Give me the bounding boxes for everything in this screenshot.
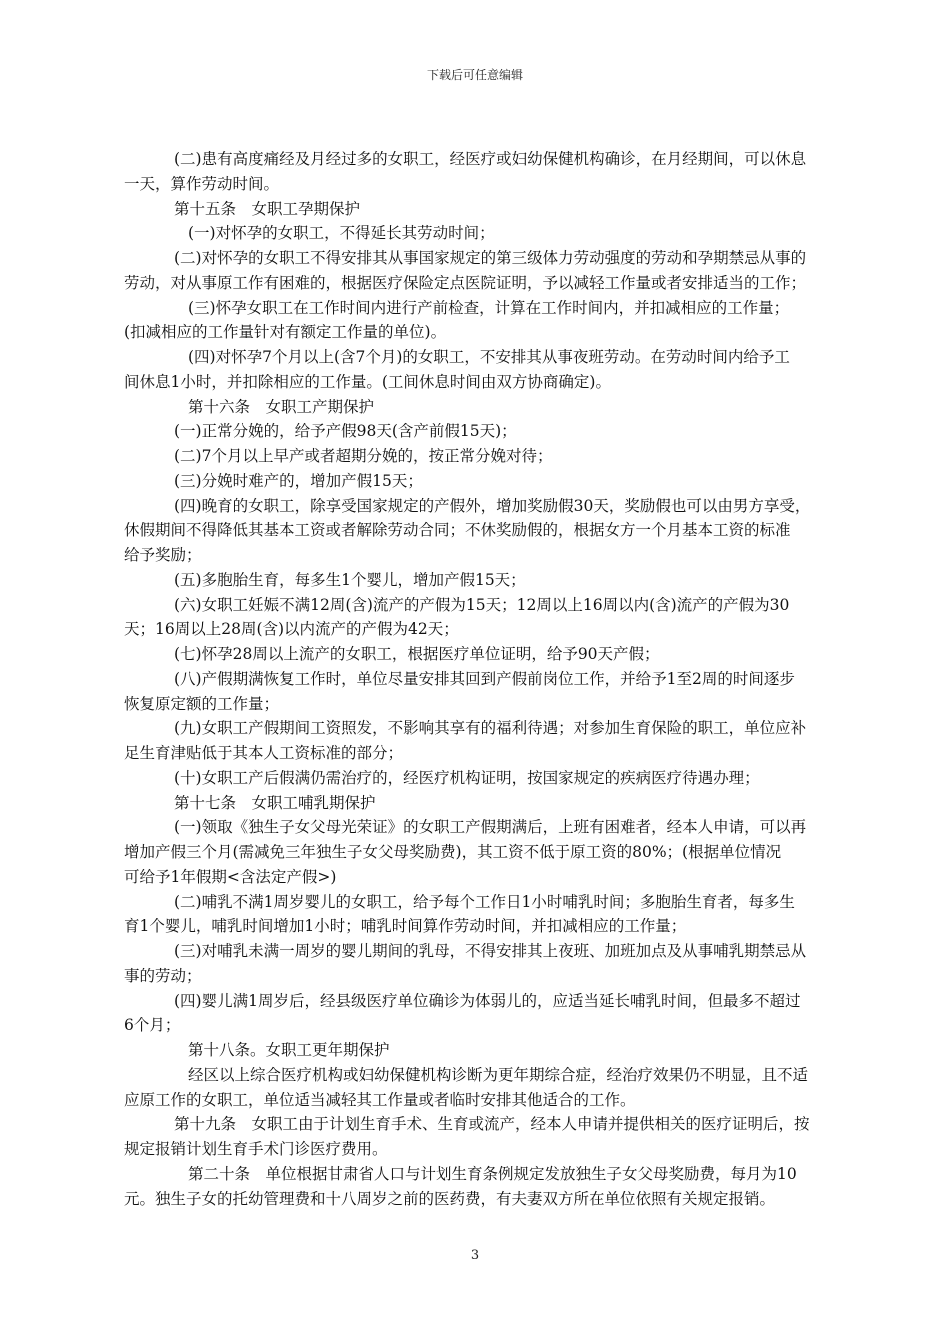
text-line: (三)分娩时难产的，增加产假15天； — [174, 471, 423, 490]
text-line: 育1个婴儿，哺乳时间增加1小时；哺乳时间算作劳动时间，并扣减相应的工作量； — [124, 917, 687, 936]
text-line: 给予奖励； — [124, 546, 202, 564]
text-line: 规定报销计划生育手术门诊医疗费用。 — [124, 1140, 388, 1158]
text-line: 一天，算作劳动时间。 — [124, 174, 280, 193]
text-line: (二)7个月以上早产或者超期分娩的，按正常分娩对待； — [174, 447, 553, 465]
text-line: (九)女职工产假期间工资照发，不影响其享有的福利待遇；对参加生育保险的职工，单位应补 — [174, 719, 807, 738]
page-number: 3 — [470, 1248, 480, 1263]
text-line: 第十六条 女职工产期保护 — [188, 397, 375, 416]
text-line: 可给予1年假期<含法定产假>) — [124, 867, 337, 886]
document-body — [124, 147, 864, 1211]
text-line: 增加产假三个月(需减免三年独生子女父母奖励费)，其工资不低于原工资的80%；(根据单位情况 — [124, 843, 782, 861]
text-line: (二)对怀孕的女职工不得安排其从事国家规定的第三级体力劳动强度的劳动和孕期禁忌从事的 — [174, 249, 807, 267]
text-line: (七)怀孕28周以上流产的女职工，根据医疗单位证明，给予90天产假； — [174, 645, 660, 663]
text-line: 元。独生子女的托幼管理费和十八周岁之前的医药费，有夫妻双方所在单位依照有关规定报销。 — [124, 1189, 776, 1208]
text-line: 第十五条 女职工孕期保护 — [174, 199, 361, 218]
text-line: (六)女职工妊娠不满12周(含)流产的产假为15天；12周以上16周以内(含)流产的产假为30 — [174, 595, 790, 614]
text-line: (四)对怀孕7个月以上(含7个月)的女职工，不安排其从事夜班劳动。在劳动时间内给予工 — [188, 348, 790, 366]
text-line: 第十七条 女职工哺乳期保护 — [174, 793, 376, 812]
text-line: 事的劳动； — [124, 966, 202, 985]
text-line: (一)对怀孕的女职工，不得延长其劳动时间； — [188, 224, 495, 243]
text-line: 第二十条 单位根据甘肃省人口与计划生育条例规定发放独生子女父母奖励费，每月为10 — [188, 1164, 797, 1183]
page-header: 下载后可任意编辑 — [426, 68, 523, 82]
text-line: (一)领取《独生子女父母光荣证》的女职工产假期满后，上班有困难者，经本人申请，可以再 — [174, 818, 807, 837]
text-line: 间休息1小时，并扣除相应的工作量。(工间休息时间由双方协商确定)。 — [124, 372, 611, 391]
text-line: (三)怀孕女职工在工作时间内进行产前检查，计算在工作时间内，并扣减相应的工作量； — [188, 298, 790, 317]
text-line: 6个月； — [124, 1016, 181, 1035]
text-line: (二)哺乳不满1周岁婴儿的女职工，给予每个工作日1小时哺乳时间；多胞胎生育者，每多生 — [174, 892, 795, 911]
text-line: (扣减相应的工作量针对有额定工作量的单位)。 — [124, 323, 447, 342]
text-line: 足生育津贴低于其本人工资标准的部分； — [124, 744, 404, 762]
text-line: 第十九条 女职工由于计划生育手术、生育或流产，经本人申请并提供相关的医疗证明后，按 — [174, 1115, 810, 1134]
text-line: (一)正常分娩的，给予产假98天(含产前假15天)； — [174, 422, 517, 441]
text-line: 天；16周以上28周(含)以内流产的产假为42天； — [124, 620, 459, 639]
text-line: 经区以上综合医疗机构或妇幼保健机构诊断为更年期综合症，经治疗效果仍不明显，且不适 — [188, 1065, 809, 1084]
text-line: 劳动，对从事原工作有困难的，根据医疗保险定点医院证明，予以减轻工作量或者安排适当的工作； — [124, 273, 807, 292]
text-line: 第十八条。女职工更年期保护 — [188, 1041, 390, 1059]
text-line: (四)婴儿满1周岁后，经县级医疗单位确诊为体弱儿的，应适当延长哺乳时间，但最多不超过 — [174, 991, 801, 1010]
text-line: (五)多胞胎生育，每多生1个婴儿，增加产假15天； — [174, 570, 526, 589]
text-line: (十)女职工产后假满仍需治疗的，经医疗机构证明，按国家规定的疾病医疗待遇办理； — [174, 768, 760, 787]
text-line: 恢复原定额的工作量； — [124, 694, 280, 713]
text-line: (二)患有高度痛经及月经过多的女职工，经医疗或妇幼保健机构确诊，在月经期间，可以休息 — [174, 150, 807, 168]
text-line: (四)晚育的女职工，除享受国家规定的产假外，增加奖励假30天，奖励假也可以由男方享受， — [174, 496, 811, 515]
text-line: 应原工作的女职工，单位适当减轻其工作量或者临时安排其他适合的工作。 — [124, 1090, 636, 1109]
text-line: (八)产假期满恢复工作时，单位尽量安排其回到产假前岗位工作，并给予1至2周的时间逐步 — [174, 669, 795, 688]
text-line: 休假期间不得降低其基本工资或者解除劳动合同；不休奖励假的，根据女方一个月基本工资的标准 — [124, 521, 791, 540]
text-line: (三)对哺乳未满一周岁的婴儿期间的乳母，不得安排其上夜班、加班加点及从事哺乳期禁忌从 — [174, 942, 807, 960]
